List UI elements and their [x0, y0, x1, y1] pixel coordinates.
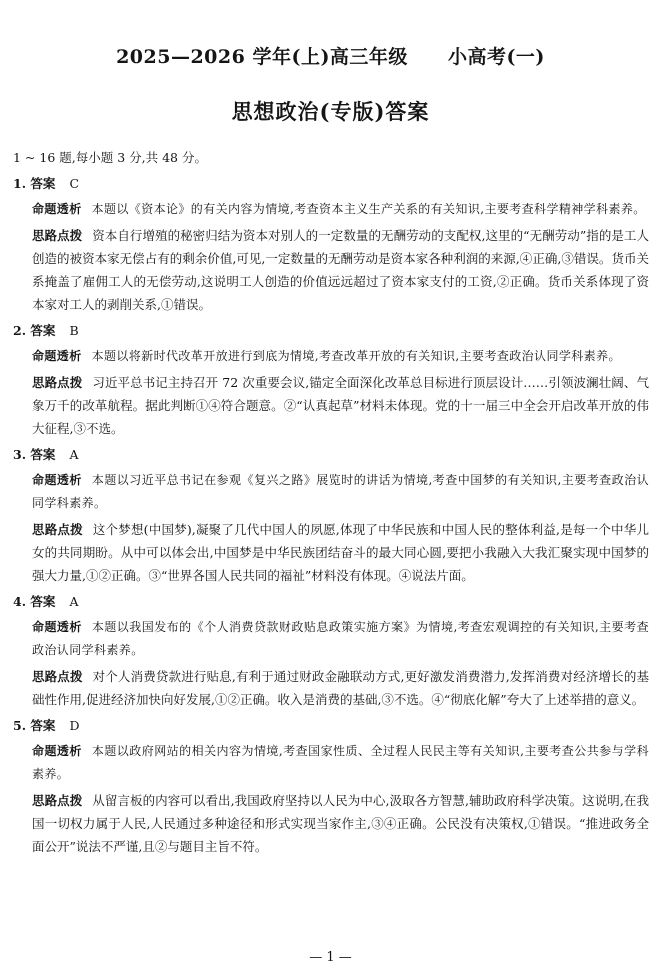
question-number: 2. — [13, 323, 27, 338]
exam-header — [0, 42, 661, 69]
analysis-paragraph — [32, 740, 649, 786]
analysis-text: 本题以《资本论》的有关内容为情境,考查资本主义生产关系的有关知识,主要考查科学精神学科素养。 — [91, 202, 646, 216]
question-number: 3. — [13, 447, 27, 462]
question-2-header — [13, 319, 649, 345]
hint-label: 思路点拨 — [32, 793, 83, 808]
analysis-text: 本题以习近平总书记在参观《复兴之路》展览时的讲话为情境,考查中国梦的有关知识,主要考查政治认同学科素养。 — [32, 473, 649, 510]
page-number: — 1 — — [309, 950, 352, 965]
question-number: 1. — [13, 176, 27, 191]
hint-label: 思路点拨 — [32, 669, 83, 684]
answer-label: 答案 — [30, 176, 56, 191]
analysis-paragraph — [32, 198, 649, 221]
hint-label: 思路点拨 — [32, 522, 83, 537]
analysis-paragraph — [32, 469, 649, 515]
analysis-label: 命题透析 — [32, 744, 82, 758]
answer-value: B — [69, 323, 79, 338]
hint-paragraph — [32, 371, 649, 440]
hint-text: 资本自行增殖的秘密归结为资本对别人的一定数量的无酬劳动的支配权,这里的“无酬劳动”指的是工人创造的被资本家无偿占有的剩余价值,可见,一定数量的无酬劳动是资本家各种利润的来源,④正确,③错误。货币关系掩盖了雇佣工人的无偿劳动,这说明工人创造的价值远远超过了资本家支付的工资,②正确。货币关系体现了资本家对工人的剥削关系,①错误。 — [32, 228, 649, 312]
hint-text: 这个梦想(中国梦),凝聚了几代中国人的夙愿,体现了中华民族和中国人民的整体利益,是每一个中华儿女的共同期盼。从中可以体会出,中国梦是中华民族团结奋斗的最大同心圆,要把小我融入大我汇聚实现中国梦的强大力量,①②正确。③“世界各国人民共同的福祉”材料没有体现。④说法片面。 — [32, 522, 649, 583]
question-2 — [13, 319, 649, 440]
analysis-text: 本题以我国发布的《个人消费贷款财政贴息政策实施方案》为情境,考查宏观调控的有关知识,主要考查政治认同学科素养。 — [32, 620, 649, 657]
answer-value: D — [69, 718, 80, 733]
hint-text: 从留言板的内容可以看出,我国政府坚持以人民为中心,汲取各方智慧,辅助政府科学决策。这说明,在我国一切权力属于人民,人民通过多种途径和形式实现当家作主,③④正确。公民没有决策权,①错误。“推进政务全面公开”说法不严谨,且②与题目主旨不符。 — [32, 793, 649, 854]
hint-text: 习近平总书记主持召开 72 次重要会议,锚定全面深化改革总目标进行顶层设计……引领波澜壮阔、气象万千的改革航程。据此判断①④符合题意。②“认真起草”材料未体现。党的十一届三中全会开启改革开放的伟大征程,③不选。 — [32, 375, 649, 436]
question-number: 5. — [13, 718, 27, 733]
analysis-label: 命题透析 — [32, 620, 82, 634]
hint-paragraph — [32, 665, 649, 711]
exam-year: 2025—2026 学年(上)高三年级 — [116, 46, 408, 68]
subject-title: 思想政治(专版)答案 — [231, 99, 430, 124]
question-5 — [13, 714, 649, 858]
exam-name: 小高考(一) — [447, 46, 545, 68]
answer-value: A — [69, 594, 79, 609]
question-1 — [13, 172, 649, 316]
analysis-text: 本题以政府网站的相关内容为情境,考查国家性质、全过程人民民主等有关知识,主要考查公共参与学科素养。 — [32, 744, 649, 781]
analysis-text: 本题以将新时代改革开放进行到底为情境,考查改革开放的有关知识,主要考查政治认同学科素养。 — [91, 349, 621, 363]
hint-label: 思路点拨 — [32, 375, 83, 390]
analysis-paragraph — [32, 345, 649, 368]
question-number: 4. — [13, 594, 27, 609]
hint-text: 对个人消费贷款进行贴息,有利于通过财政金融联动方式,更好激发消费潜力,发挥消费对经济增长的基础性作用,促进经济加快向好发展,①②正确。收入是消费的基础,③不选。④“彻底化解”夸大了上述举措的意义。 — [32, 669, 649, 707]
analysis-paragraph — [32, 616, 649, 662]
question-3-header — [13, 443, 649, 469]
analysis-label: 命题透析 — [32, 349, 82, 363]
analysis-label: 命题透析 — [32, 473, 82, 487]
answer-label: 答案 — [30, 718, 56, 733]
analysis-label: 命题透析 — [32, 202, 82, 216]
answer-label: 答案 — [30, 323, 56, 338]
hint-paragraph — [32, 224, 649, 316]
hint-paragraph — [32, 518, 649, 587]
question-4-header — [13, 590, 649, 616]
question-1-header — [13, 172, 649, 198]
answer-content — [13, 148, 649, 861]
question-4 — [13, 590, 649, 711]
hint-label: 思路点拨 — [32, 228, 83, 243]
answer-label: 答案 — [30, 594, 56, 609]
answer-value: A — [69, 447, 79, 462]
answer-label: 答案 — [30, 447, 56, 462]
hint-paragraph — [32, 789, 649, 858]
answer-value: C — [69, 176, 80, 191]
question-3 — [13, 443, 649, 587]
question-5-header — [13, 714, 649, 740]
scoring-intro: 1 ~ 16 题,每小题 3 分,共 48 分。 — [13, 150, 207, 165]
